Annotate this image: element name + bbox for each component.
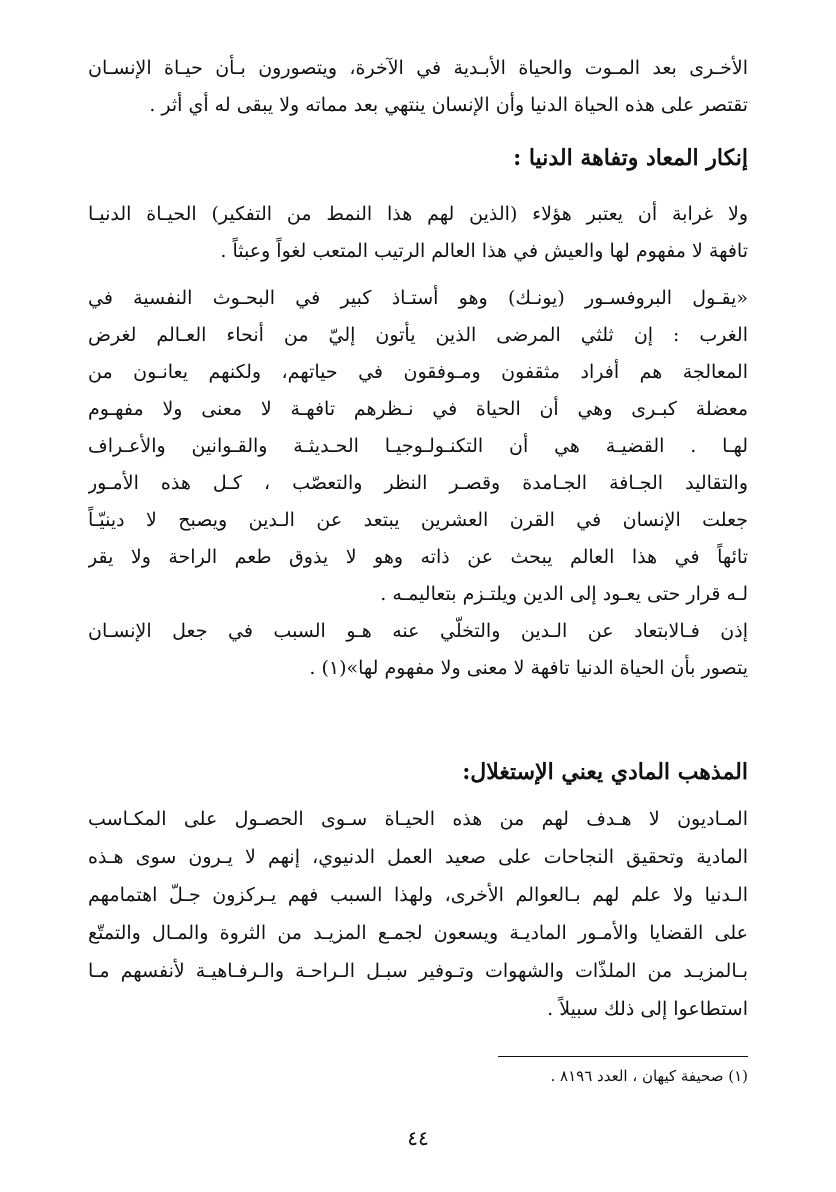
paragraph-materialists (88, 800, 748, 1028)
text-line: بـالمزيـد من الملذّات والشهوات وتـوفير سبـل الـراحـة والـرفـاهيـة لأنفسهم مـا (88, 960, 748, 982)
text-line: تقتصر على هذه الحياة الدنيا وأن الإنسان ينتهي بعد مماته ولا يبقى له أي أثر . (149, 94, 748, 116)
intro-paragraph (88, 50, 748, 124)
text-line: المادية وتحقيق النجاحات على صعيد العمل الدنيوي، إنهم لا يـرون سوى هـذه (88, 846, 748, 868)
text-line: المـاديون لا هـدف لهم من هذه الحيـاة سـوى الحصـول على المكـاسب (88, 808, 748, 830)
quote-line: الغرب : إن ثلثي المرضى الذين يأتون إليّ من أنحاء العـالم لغرض (88, 324, 748, 346)
quote-line: تائهاً في هذا العالم يبحث عن ذاته وهو لا يذوق طعم الراحة ولا يقر (88, 546, 748, 568)
text-line: استطاعوا إلى ذلك سبيلاً . (547, 998, 748, 1020)
text-line: على القضايا والأمـور الماديـة ويسعون لجمـع المزيـد من الثروة والمـال والتمتّع (88, 922, 748, 944)
quote-line: المعالجة هم أفراد مثقفون ومـوفقون في حياتهم، ولكنهم يعانـون من (88, 361, 748, 383)
footnote: (١) صحيفة كيهان ، العدد ٨١٩٦ . (550, 1067, 748, 1085)
quote-line: جعلت الإنسان في القرن العشرين يبتعد عن الـدين ويصبح لا دينيّـاً (88, 509, 748, 531)
section-heading-materialism: المذهب المادي يعني الإستغلال: (462, 759, 748, 785)
footnote-divider (498, 1056, 748, 1057)
text-line: تافهة لا مفهوم لها والعيش في هذا العالم الرتيب المتعب لغواً وعبثاً . (220, 240, 748, 262)
quote-line: والتقاليد الجـافة الجـامدة وقصـر النظر والتعصّب ، كـل هذه الأمـور (88, 472, 748, 494)
page-number: ٤٤ (407, 1126, 429, 1150)
text-line: ولا غرابة أن يعتبر هؤلاء (الذين لهم هذا النمط من التفكير) الحيـاة الدنيـا (88, 203, 748, 225)
text-line: الـدنيا ولا علم لهم بـالعوالم الأخرى، ولهذا السبب فهم يـركزون جـلّ اهتمامهم (88, 884, 748, 906)
quote-line: «يقـول البروفسـور (يونـك) وهو أستـاذ كبير في البحـوث النفسية في (88, 287, 748, 309)
paragraph-triviality (88, 196, 748, 270)
text-line: الأخـرى بعد المـوت والحياة الأبـدية في الآخرة، ويتصورون بـأن حيـاة الإنسـان (88, 57, 748, 79)
quote-line: لهـا . القضيـة هي أن التكنـولـوجيـا الحـديثـة والقـوانين والأعـراف (88, 435, 748, 457)
quote-line: لـه قرار حتى يعـود إلى الدين ويلتـزم بتعاليمـه . (380, 583, 748, 605)
quotation-block (88, 280, 748, 687)
quote-line: يتصور بأن الحياة الدنيا تافهة لا معنى ولا مفهوم لها»(١) . (309, 657, 748, 679)
quote-line: معضلة كبـرى وهي أن الحياة في نـظرهم تافهـة لا معنى ولا مفهـوم (88, 398, 748, 420)
section-heading-denial-of-resurrection: إنكار المعاد وتفاهة الدنيا : (513, 145, 748, 171)
quote-line: إذن فـالابتعاد عن الـدين والتخلّي عنه هـو السبب في جعل الإنسـان (88, 620, 748, 642)
